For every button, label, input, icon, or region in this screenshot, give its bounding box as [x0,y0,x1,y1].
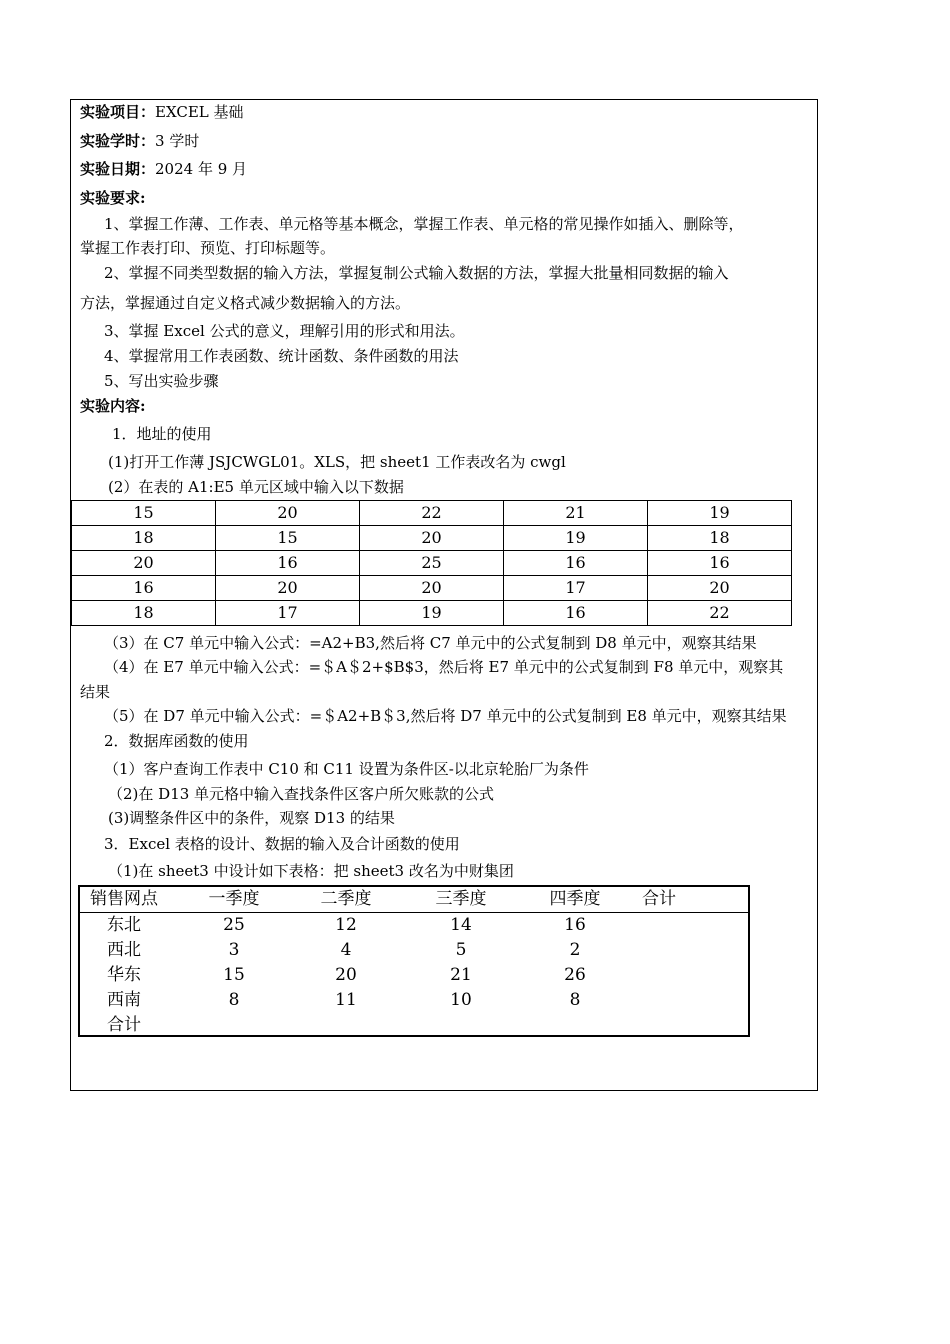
grid-row [72,601,792,626]
sales-region-cell: 西北 [107,940,141,960]
requirement-line: 1、掌握工作薄、工作表、单元格等基本概念，掌握工作表、单元格的常见操作如插入、删除等， [104,215,744,233]
sales-header-divider [80,912,748,913]
grid-cell: 16 [648,551,792,576]
grid-cell: 16 [504,551,648,576]
sales-value-cell: 26 [564,965,586,985]
grid-cell: 15 [72,501,216,526]
section-title: 1．地址的使用 [112,425,212,443]
grid-cell: 17 [216,601,360,626]
sales-region-cell: 西南 [107,990,141,1010]
sales-value-cell: 3 [228,940,240,960]
grid-cell: 19 [360,601,504,626]
sales-header-cell: 一季度 [208,889,260,909]
sales-value-cell: 25 [223,915,245,935]
step-text: (2）在表的 A1:E5 单元区域中输入以下数据 [108,478,404,496]
step-text: （2)在 D13 单元格中输入查找条件区客户所欠账款的公式 [108,785,495,803]
sales-value-cell: 12 [335,915,357,935]
grid-cell: 22 [360,501,504,526]
sales-value-cell: 4 [340,940,352,960]
grid-row [72,576,792,601]
hours-label: 实验学时： [80,132,156,150]
sales-header-cell: 销售网点 [90,889,158,909]
sales-header-cell: 四季度 [549,889,601,909]
grid-cell: 20 [648,576,792,601]
sales-value-cell: 8 [228,990,240,1010]
sales-header-cell: 三季度 [435,889,487,909]
sales-value-cell: 2 [569,940,581,960]
step-text: （4）在 E7 单元中输入公式：=＄A＄2+$B$3，然后将 E7 单元中的公式复制到 F8 单元中，观察其 [104,658,784,676]
sales-value-cell: 15 [223,965,245,985]
requirement-line: 4、掌握常用工作表函数、统计函数、条件函数的用法 [104,347,459,365]
step-text: （1)在 sheet3 中设计如下表格：把 sheet3 改名为中财集团 [108,862,514,880]
requirement-line: 2、掌握不同类型数据的输入方法，掌握复制公式输入数据的方法，掌握大批量相同数据的输入 [104,264,729,282]
grid-row [72,501,792,526]
date-line [80,159,247,179]
grid-cell: 17 [504,576,648,601]
requirements-label: 实验要求: [80,189,146,207]
sales-value-cell: 10 [450,990,472,1010]
sales-header-cell: 二季度 [320,889,372,909]
content-label: 实验内容: [80,397,146,415]
date-value: 2024 年 9 月 [155,160,248,178]
grid-row [72,526,792,551]
grid-cell: 15 [216,526,360,551]
project-value: EXCEL 基础 [155,103,244,121]
grid-cell: 20 [216,501,360,526]
step-text: （5）在 D7 单元中输入公式：=＄A2+B＄3,然后将 D7 单元中的公式复制到 E8 单元中，观察其结果 [104,707,787,725]
grid-row [72,551,792,576]
sales-value-cell: 8 [569,990,581,1010]
step-text: （1）客户查询工作表中 C10 和 C11 设置为条件区-以北京轮胎厂为条件 [104,760,589,778]
grid-cell: 18 [72,526,216,551]
sales-region-cell: 东北 [107,915,141,935]
step-text: (3)调整条件区中的条件，观察 D13 的结果 [108,809,395,827]
step-text: （3）在 C7 单元中输入公式：=A2+B3,然后将 C7 单元中的公式复制到 D8 单元中，观察其结果 [104,634,757,652]
sales-value-cell: 20 [335,965,357,985]
project-label: 实验项目： [80,103,156,121]
data-grid-body [72,501,792,626]
date-label: 实验日期： [80,160,156,178]
grid-cell: 20 [216,576,360,601]
requirement-line: 5、写出实验步骤 [104,372,219,390]
grid-cell: 21 [504,501,648,526]
grid-cell: 20 [360,576,504,601]
grid-cell: 16 [72,576,216,601]
grid-cell: 16 [504,601,648,626]
grid-cell: 16 [216,551,360,576]
requirement-line: 掌握工作表打印、预览、打印标题等。 [80,239,336,257]
sales-region-cell: 华东 [107,965,141,985]
sales-value-cell: 16 [564,915,586,935]
sales-value-cell: 14 [450,915,472,935]
grid-cell: 19 [648,501,792,526]
grid-cell: 20 [360,526,504,551]
sales-table [78,885,750,1037]
grid-cell: 20 [72,551,216,576]
grid-cell: 22 [648,601,792,626]
hours-line [80,131,199,151]
section-title: 2．数据库函数的使用 [104,732,249,750]
sales-value-cell: 5 [455,940,467,960]
grid-cell: 19 [504,526,648,551]
hours-value: 3 学时 [155,132,200,150]
sales-total-label: 合计 [107,1015,141,1035]
section-title: 3．Excel 表格的设计、数据的输入及合计函数的使用 [104,835,460,853]
project-line [80,102,244,122]
step-text: (1)打开工作薄 JSJCWGL01。XLS，把 sheet1 工作表改名为 cwgl [108,453,566,471]
requirement-line: 3、掌握 Excel 公式的意义，理解引用的形式和用法。 [104,322,465,340]
requirement-line: 方法，掌握通过自定义格式减少数据输入的方法。 [80,294,411,312]
sales-value-cell: 21 [450,965,472,985]
grid-cell: 18 [648,526,792,551]
step-text: 结果 [80,683,111,701]
grid-cell: 25 [360,551,504,576]
data-grid [71,500,792,626]
sales-value-cell: 11 [335,990,357,1010]
sales-header-cell: 合计 [642,889,676,909]
grid-cell: 18 [72,601,216,626]
